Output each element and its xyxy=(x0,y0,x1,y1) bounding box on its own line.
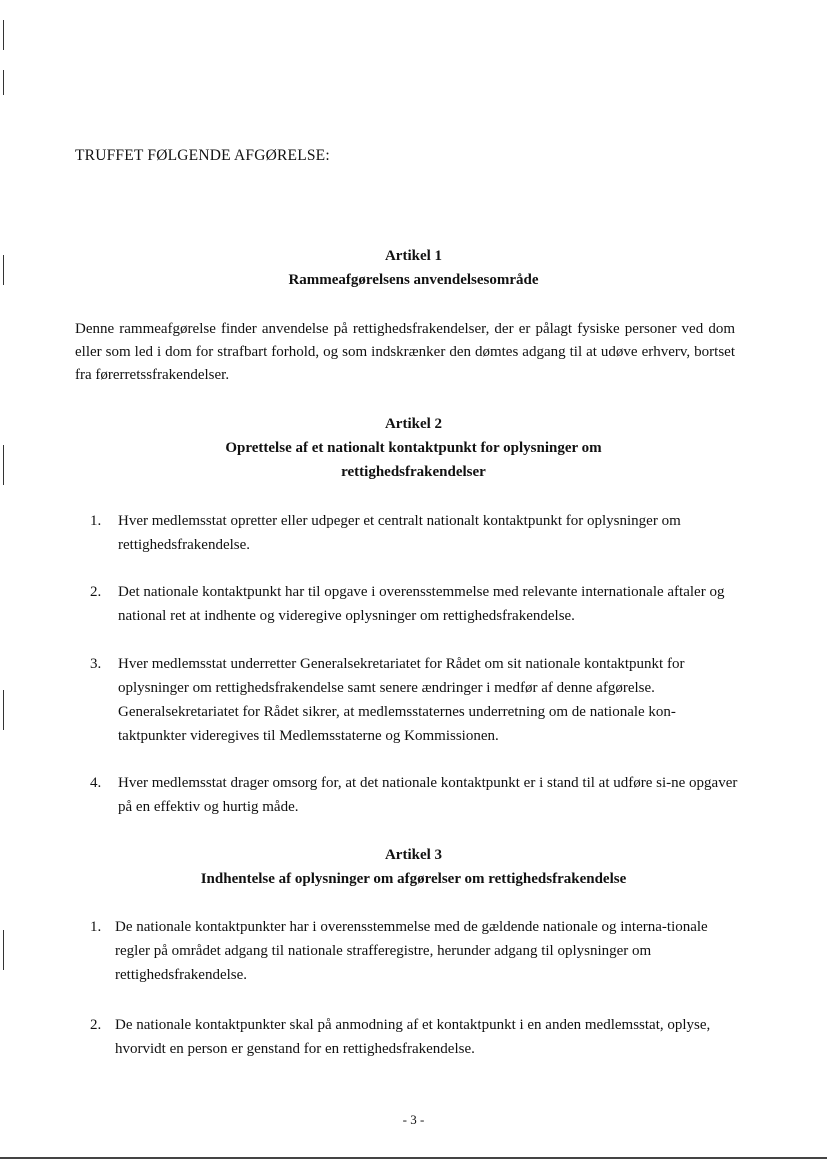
item-text: Hver medlemsstat opretter eller udpeger et centralt nationalt kontaktpunkt for oplysninger om rettighedsfrakendelse. xyxy=(118,513,681,553)
article-1-body: Denne rammeafgørelse finder anvendelse på rettighedsfrakendelser, der er pålagt fysiske personer ved dom eller som led i dom for strafbart forhold, og som indskrænker den dømtes adgang til at udøve erhverv, bortset fra førerretssfrakendelser. xyxy=(75,321,735,383)
item-text: Hver medlemsstat underretter Generalsekretariatet for Rådet om sit nationale kontaktpunkt for oplysninger om rettighedsfrakendelse samt senere ændringer i medfør af denne afgørelse. Generalsekretariatet for Rådet sikrer, at medlemsstaternes underretning om de nationale kon-taktpunkter videregives til Medlemsstaterne og Kommissionen. xyxy=(118,656,685,744)
item-number: 2. xyxy=(90,1017,102,1033)
article-3-item xyxy=(90,1013,740,1061)
article-3-title: Indhentelse af oplysninger om afgørelser om rettighedsfrakendelse xyxy=(200,871,627,887)
article-1-heading xyxy=(0,244,827,292)
item-text: De nationale kontaktpunkter har i overensstemmelse med de gældende nationale og interna-tionale regler på området adgang til nationale strafferegistre, herunder adgang til oplysninger om rettighedsfrakendelse. xyxy=(115,919,708,983)
article-1-title: Rammeafgørelsens anvendelsesområde xyxy=(288,272,539,288)
article-2-title-line1: Oprettelse af et nationalt kontaktpunkt for oplysninger om xyxy=(225,440,602,456)
item-text: De nationale kontaktpunkter skal på anmodning af et kontaktpunkt i en anden medlemsstat, oplyse, hvorvidt en person er genstand for en rettighedsfrakendelse. xyxy=(115,1017,711,1057)
item-number: 4. xyxy=(90,775,102,791)
article-2-item xyxy=(90,652,740,748)
article-3-number: Artikel 3 xyxy=(384,847,443,863)
article-2-item xyxy=(90,771,740,819)
decision-intro: TRUFFET FØLGENDE AFGØRELSE: xyxy=(75,147,330,164)
page-number: - 3 - xyxy=(402,1112,425,1127)
article-2-item xyxy=(90,509,740,557)
scan-artifact xyxy=(3,70,4,95)
article-3-heading xyxy=(0,843,827,891)
article-3-item xyxy=(90,915,740,987)
article-2-heading xyxy=(0,412,827,484)
item-text: Det nationale kontaktpunkt har til opgave i overensstemmelse med relevante internationale aftaler og national ret at indhente og videregive oplysninger om rettighedsfrakendelse. xyxy=(118,584,725,624)
item-number: 2. xyxy=(90,584,102,600)
article-1-number: Artikel 1 xyxy=(384,248,443,264)
scan-artifact xyxy=(3,930,4,970)
article-2-item xyxy=(90,580,740,628)
article-2-title-line2: rettighedsfrakendelser xyxy=(341,464,486,480)
scan-artifact xyxy=(3,690,4,730)
item-text: Hver medlemsstat drager omsorg for, at det nationale kontaktpunkt er i stand til at udføre si-ne opgaver på en effektiv og hurtig måde. xyxy=(118,775,738,815)
bottom-scan-rule xyxy=(0,1157,827,1159)
item-number: 3. xyxy=(90,656,102,672)
item-number: 1. xyxy=(90,513,102,529)
item-number: 1. xyxy=(90,919,102,935)
article-2-number: Artikel 2 xyxy=(384,416,443,432)
scan-artifact xyxy=(3,20,4,50)
